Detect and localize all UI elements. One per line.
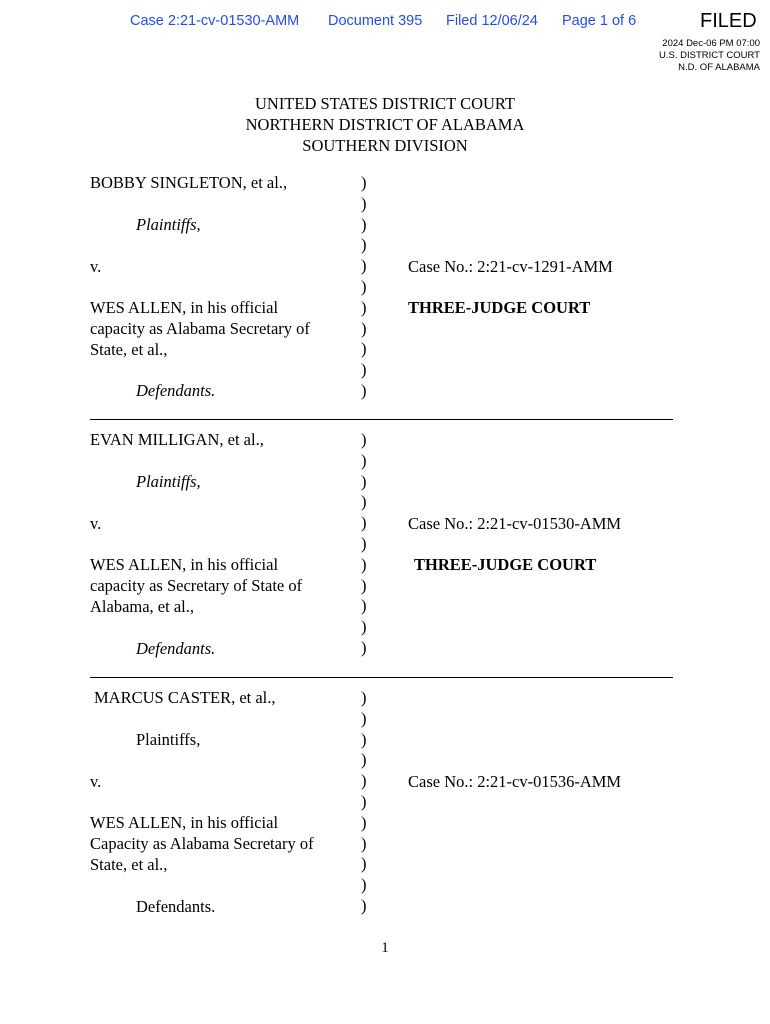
three-judge-court-label: THREE-JUDGE COURT [414, 555, 597, 574]
versus-label: v. [90, 514, 102, 533]
caption-paren: ) [361, 471, 367, 491]
caption-paren: ) [361, 833, 367, 853]
page-count-header: Page 1 of 6 [562, 13, 637, 29]
caption-paren: ) [361, 895, 367, 915]
caption-paren: ) [361, 875, 367, 895]
caption-paren: ) [361, 450, 367, 470]
case-number: Case No.: 2:21-cv-01536-AMM [408, 772, 622, 791]
three-judge-court-label: THREE-JUDGE COURT [408, 298, 591, 317]
caption-paren: ) [361, 729, 367, 749]
caption-paren: ) [361, 688, 367, 707]
plaintiff-name: BOBBY SINGLETON, et al., [90, 173, 288, 192]
case-number-header: Case 2:21-cv-01530-AMM [130, 13, 300, 29]
court-district: NORTHERN DISTRICT OF ALABAMA [245, 115, 525, 134]
caption-paren-column [361, 688, 367, 917]
caption-paren-column [361, 430, 367, 659]
caption-paren: ) [361, 637, 367, 657]
caption-paren: ) [361, 513, 367, 533]
defendant-line-1: WES ALLEN, in his official [90, 555, 279, 574]
caption-paren: ) [361, 276, 367, 296]
plaintiffs-label: Plaintiffs, [136, 730, 201, 749]
caption-paren: ) [361, 854, 367, 874]
caption-divider [90, 419, 673, 420]
caption-paren: ) [361, 339, 367, 359]
page-number: 1 [381, 940, 389, 956]
caption-paren: ) [361, 380, 367, 400]
caption-paren: ) [361, 318, 367, 338]
filed-stamp-label: FILED [700, 10, 757, 32]
court-name: UNITED STATES DISTRICT COURT [254, 94, 515, 113]
defendants-label: Defendants. [136, 381, 216, 400]
plaintiff-name: MARCUS CASTER, et al., [94, 688, 276, 707]
defendants-label: Defendants. [136, 639, 216, 658]
defendant-line-2: capacity as Secretary of State of [90, 576, 303, 595]
plaintiffs-label: Plaintiffs, [136, 215, 201, 234]
caption-paren: ) [361, 791, 367, 811]
caption-divider [90, 677, 673, 678]
filed-date-header: Filed 12/06/24 [446, 13, 538, 29]
versus-label: v. [90, 257, 102, 276]
document-number-header: Document 395 [328, 13, 423, 29]
filed-stamp-court: U.S. DISTRICT COURT [659, 50, 760, 61]
caption-paren: ) [361, 193, 367, 213]
filed-stamp-district: N.D. OF ALABAMA [678, 62, 760, 73]
defendant-line-2: Capacity as Alabama Secretary of [90, 834, 314, 853]
caption-paren: ) [361, 360, 367, 380]
plaintiffs-label: Plaintiffs, [136, 472, 201, 491]
caption-paren: ) [361, 256, 367, 276]
case-number: Case No.: 2:21-cv-01530-AMM [408, 514, 622, 533]
caption-paren: ) [361, 617, 367, 637]
defendant-line-3: State, et al., [90, 855, 168, 874]
defendant-line-3: Alabama, et al., [90, 597, 194, 616]
caption-paren: ) [361, 750, 367, 770]
plaintiff-name: EVAN MILLIGAN, et al., [90, 430, 264, 449]
defendant-line-1: WES ALLEN, in his official [90, 813, 279, 832]
caption-paren: ) [361, 554, 367, 574]
caption-paren: ) [361, 533, 367, 553]
defendant-line-3: State, et al., [90, 340, 168, 359]
defendant-line-2: capacity as Alabama Secretary of [90, 319, 310, 338]
caption-paren: ) [361, 173, 367, 192]
caption-paren: ) [361, 235, 367, 255]
caption-paren: ) [361, 575, 367, 595]
caption-paren: ) [361, 430, 367, 449]
caption-paren: ) [361, 596, 367, 616]
caption-paren: ) [361, 771, 367, 791]
caption-paren: ) [361, 492, 367, 512]
defendants-label: Defendants. [136, 897, 216, 916]
caption-paren: ) [361, 708, 367, 728]
defendant-line-1: WES ALLEN, in his official [90, 298, 279, 317]
caption-paren: ) [361, 297, 367, 317]
caption-paren: ) [361, 214, 367, 234]
filed-stamp-datetime: 2024 Dec-06 PM 07:00 [662, 38, 760, 49]
case-number: Case No.: 2:21-cv-1291-AMM [408, 257, 613, 276]
caption-paren-column [361, 173, 367, 402]
versus-label: v. [90, 772, 102, 791]
court-division: SOUTHERN DIVISION [302, 136, 468, 155]
caption-paren: ) [361, 812, 367, 832]
